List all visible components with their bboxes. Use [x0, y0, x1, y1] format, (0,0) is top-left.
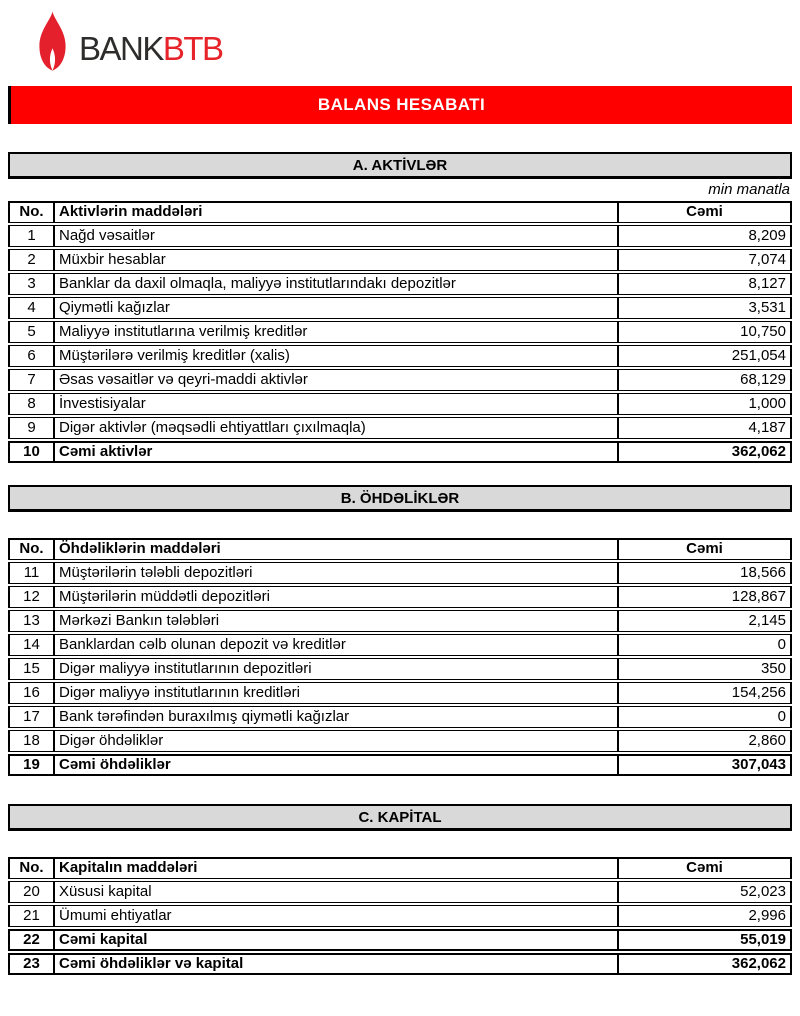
row-label: İnvestisiyalar [54, 393, 618, 415]
table-row [8, 634, 792, 656]
row-number: 8 [8, 393, 54, 415]
section-liabilities [8, 485, 792, 778]
section-c-header-bar [8, 804, 792, 831]
row-label: Əsas vəsaitlər və qeyri-maddi aktivlər [54, 369, 618, 391]
row-number: 1 [8, 225, 54, 247]
table-row [8, 321, 792, 343]
row-value: 2,996 [618, 905, 792, 927]
table-row [8, 345, 792, 367]
row-value: 55,019 [618, 929, 792, 951]
row-number: 4 [8, 297, 54, 319]
spacer [8, 512, 792, 538]
row-number: 18 [8, 730, 54, 752]
assets-table [8, 199, 792, 465]
row-value: 4,187 [618, 417, 792, 439]
header-row [8, 857, 792, 879]
assets-table-header [8, 201, 792, 223]
col-header-items: Öhdəliklərin maddələri [54, 538, 618, 560]
col-header-items: Aktivlərin maddələri [54, 201, 618, 223]
row-number: 12 [8, 586, 54, 608]
row-number: 10 [8, 441, 54, 463]
row-number: 3 [8, 273, 54, 295]
bank-logo-text [79, 18, 223, 65]
row-value: 52,023 [618, 881, 792, 903]
row-number: 22 [8, 929, 54, 951]
row-number: 7 [8, 369, 54, 391]
table-row [8, 441, 792, 463]
row-label: Digər maliyyə institutlarının depozitləri [54, 658, 618, 680]
capital-table-header [8, 857, 792, 879]
row-value: 1,000 [618, 393, 792, 415]
table-row [8, 273, 792, 295]
row-label: Cəmi öhdəliklər [54, 754, 618, 776]
table-row [8, 369, 792, 391]
col-header-total: Cəmi [618, 857, 792, 879]
capital-table-body [8, 881, 792, 975]
row-value: 68,129 [618, 369, 792, 391]
header-row [8, 201, 792, 223]
section-c-title: C. KAPİTAL [358, 808, 442, 826]
row-value: 307,043 [618, 754, 792, 776]
liabilities-table-header [8, 538, 792, 560]
logo-btb-word: BTB [162, 29, 223, 67]
table-row [8, 393, 792, 415]
section-a-header-bar [8, 152, 792, 179]
units-note: min manatla [708, 181, 790, 198]
row-label: Digər öhdəliklər [54, 730, 618, 752]
table-row [8, 730, 792, 752]
liabilities-table [8, 536, 792, 778]
row-number: 5 [8, 321, 54, 343]
row-number: 15 [8, 658, 54, 680]
row-label: Digər maliyyə institutlarının kreditləri [54, 682, 618, 704]
row-number: 9 [8, 417, 54, 439]
row-label: Nağd vəsaitlər [54, 225, 618, 247]
row-value: 8,209 [618, 225, 792, 247]
table-row [8, 929, 792, 951]
table-row [8, 706, 792, 728]
section-b-header-bar [8, 485, 792, 512]
table-row [8, 881, 792, 903]
row-value: 18,566 [618, 562, 792, 584]
report-title-banner [8, 86, 792, 124]
row-label: Digər aktivlər (məqsədli ehtiyattları çıxılmaqla) [54, 417, 618, 439]
logo-bank-word: BANK [79, 29, 163, 67]
section-assets [8, 152, 792, 465]
col-header-total: Cəmi [618, 201, 792, 223]
row-value: 0 [618, 634, 792, 656]
table-row [8, 658, 792, 680]
row-number: 20 [8, 881, 54, 903]
row-number: 17 [8, 706, 54, 728]
row-label: Cəmi aktivlər [54, 441, 618, 463]
row-value: 362,062 [618, 953, 792, 975]
row-number: 13 [8, 610, 54, 632]
row-label: Müştərilərin müddətli depozitləri [54, 586, 618, 608]
row-label: Maliyyə institutlarına verilmiş kreditlər [54, 321, 618, 343]
spacer [8, 465, 792, 485]
flame-icon [36, 10, 69, 72]
row-label: Müxbir hesablar [54, 249, 618, 271]
report-title: BALANS HESABATI [317, 95, 486, 114]
col-header-no: No. [8, 538, 54, 560]
row-value: 7,074 [618, 249, 792, 271]
row-label: Bank tərəfindən buraxılmış qiymətli kağızlar [54, 706, 618, 728]
col-header-no: No. [8, 201, 54, 223]
row-label: Banklardan cəlb olunan depozit və kreditlər [54, 634, 618, 656]
row-label: Xüsusi kapital [54, 881, 618, 903]
col-header-total: Cəmi [618, 538, 792, 560]
table-row [8, 754, 792, 776]
row-value: 154,256 [618, 682, 792, 704]
row-label: Mərkəzi Bankın tələbləri [54, 610, 618, 632]
row-number: 21 [8, 905, 54, 927]
col-header-no: No. [8, 857, 54, 879]
row-number: 14 [8, 634, 54, 656]
table-row [8, 953, 792, 975]
row-value: 362,062 [618, 441, 792, 463]
table-row [8, 562, 792, 584]
row-value: 0 [618, 706, 792, 728]
section-a-title: A. AKTİVLƏR [352, 156, 448, 174]
row-value: 10,750 [618, 321, 792, 343]
section-b-title: B. ÖHDƏLİKLƏR [340, 489, 460, 507]
row-label: Banklar da daxil olmaqla, maliyyə institutlarındakı depozitlər [54, 273, 618, 295]
table-row [8, 297, 792, 319]
liabilities-table-body [8, 562, 792, 776]
row-number: 16 [8, 682, 54, 704]
section-capital [8, 804, 792, 977]
table-row [8, 225, 792, 247]
col-header-items: Kapitalın maddələri [54, 857, 618, 879]
row-value: 3,531 [618, 297, 792, 319]
row-value: 128,867 [618, 586, 792, 608]
header-row [8, 538, 792, 560]
row-label: Qiymətli kağızlar [54, 297, 618, 319]
row-label: Cəmi öhdəliklər və kapital [54, 953, 618, 975]
row-number: 23 [8, 953, 54, 975]
bank-logo [36, 10, 792, 72]
capital-table [8, 855, 792, 977]
assets-table-body [8, 225, 792, 463]
table-row [8, 417, 792, 439]
table-row [8, 586, 792, 608]
table-row [8, 682, 792, 704]
row-number: 19 [8, 754, 54, 776]
table-row [8, 905, 792, 927]
row-number: 6 [8, 345, 54, 367]
spacer [8, 831, 792, 857]
row-label: Müştərilərə verilmiş kreditlər (xalis) [54, 345, 618, 367]
row-label: Ümumi ehtiyatlar [54, 905, 618, 927]
row-value: 8,127 [618, 273, 792, 295]
spacer [8, 778, 792, 804]
row-number: 2 [8, 249, 54, 271]
row-label: Cəmi kapital [54, 929, 618, 951]
row-value: 2,145 [618, 610, 792, 632]
row-value: 2,860 [618, 730, 792, 752]
row-label: Müştərilərin tələbli depozitləri [54, 562, 618, 584]
table-row [8, 610, 792, 632]
table-row [8, 249, 792, 271]
row-value: 350 [618, 658, 792, 680]
row-value: 251,054 [618, 345, 792, 367]
row-number: 11 [8, 562, 54, 584]
